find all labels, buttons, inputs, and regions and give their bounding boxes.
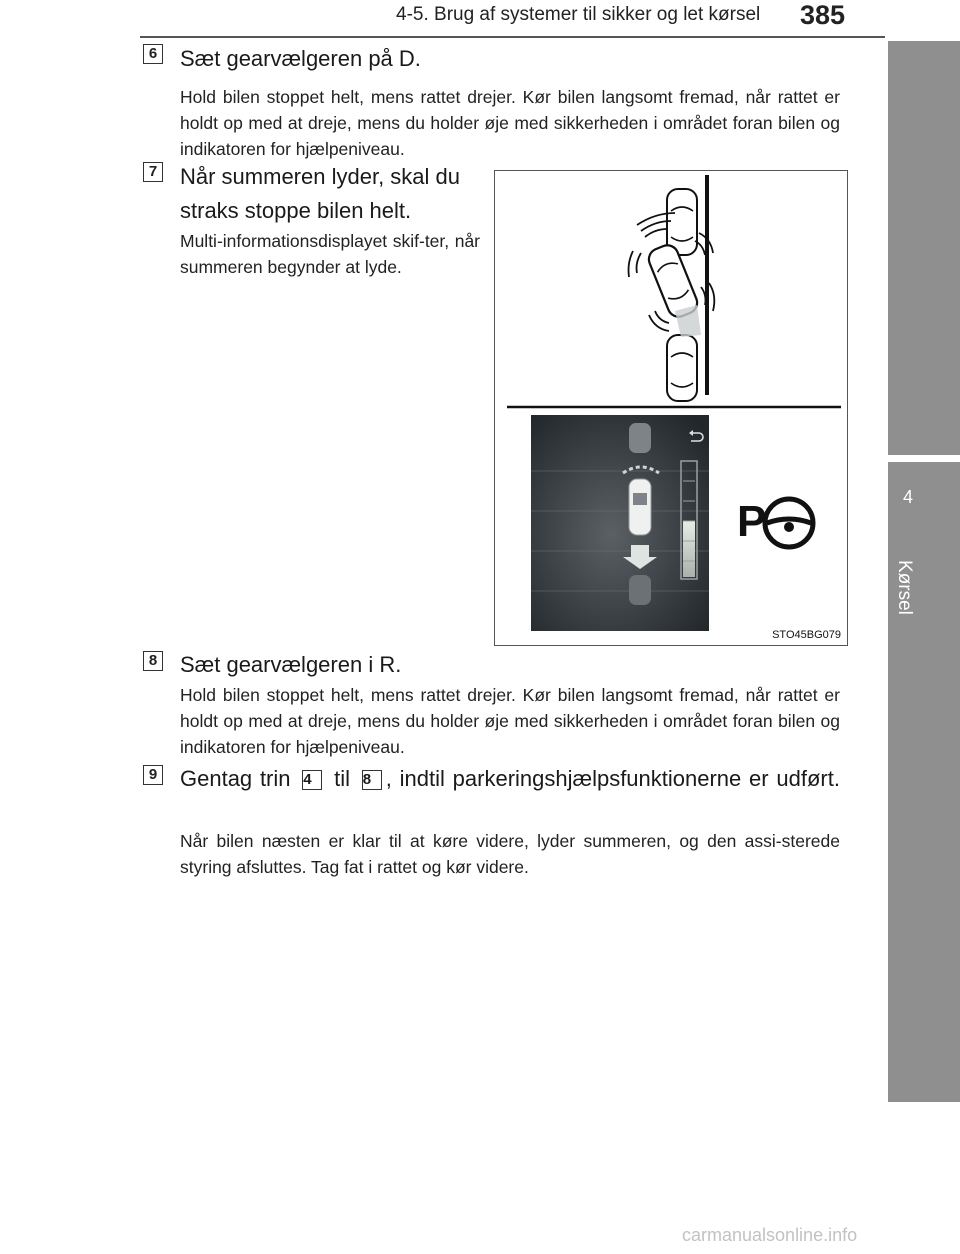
step-9-title-part3: , indtil parkeringshjælpsfunktionerne er udført. bbox=[385, 766, 840, 791]
parking-p-letter: P bbox=[737, 497, 767, 546]
step-9-title-part1: Gentag trin bbox=[180, 766, 291, 791]
step-9-title-line1 bbox=[180, 762, 840, 796]
watermark: carmanualsonline.info bbox=[682, 1225, 858, 1245]
step-number-7: 7 bbox=[143, 162, 163, 182]
step-6-body: Hold bilen stoppet helt, mens rattet drejer. Kør bilen langsomt fremad, når rattet er holdt op med at dreje, mens du holder øje med sikkerheden i området foran bilen og indikatoren for hjælpeniveau. bbox=[180, 87, 840, 159]
step-ref-8: 8 bbox=[362, 770, 382, 790]
step-number-8: 8 bbox=[143, 651, 163, 671]
step-8-body: Hold bilen stoppet helt, mens rattet drejer. Kør bilen langsomt fremad, når rattet er holdt op med at dreje, mens du holder øje med sikkerheden i området foran bilen og indikatoren for hjælpeniveau. bbox=[180, 685, 840, 757]
side-tab-chapter bbox=[888, 462, 960, 1102]
step-9-title-part2: til bbox=[334, 766, 350, 791]
section-title: 4-5. Brug af systemer til sikker og let kørsel bbox=[396, 4, 761, 25]
side-tab-upper bbox=[888, 41, 960, 455]
multi-info-display bbox=[531, 415, 709, 631]
step-7-title: Når summeren lyder, skal du straks stoppe bilen helt. bbox=[180, 164, 460, 223]
figure-code: STO45BG079 bbox=[772, 629, 841, 641]
step-7-body: Multi-informationsdisplayet skif-ter, når summeren begynder at lyde. bbox=[180, 231, 480, 277]
chapter-number: 4 bbox=[902, 487, 913, 507]
chapter-label: Kørsel bbox=[894, 560, 915, 615]
parking-assist-figure bbox=[494, 170, 848, 646]
parked-car-rear-icon bbox=[667, 335, 697, 401]
step-9-body: Når bilen næsten er klar til at køre videre, lyder summeren, og den assi-sterede styring afsluttes. Tag fat i rattet og kør videre. bbox=[180, 831, 840, 877]
header-divider bbox=[140, 36, 885, 38]
step-number-6: 6 bbox=[143, 44, 163, 64]
step-ref-4: 4 bbox=[302, 770, 322, 790]
parking-steering-icon bbox=[765, 499, 813, 547]
step-6-title: Sæt gearvælgeren på D. bbox=[180, 46, 421, 71]
step-number-9: 9 bbox=[143, 765, 163, 785]
page-number: 385 bbox=[800, 0, 846, 30]
step-8-title: Sæt gearvælgeren i R. bbox=[180, 652, 402, 677]
